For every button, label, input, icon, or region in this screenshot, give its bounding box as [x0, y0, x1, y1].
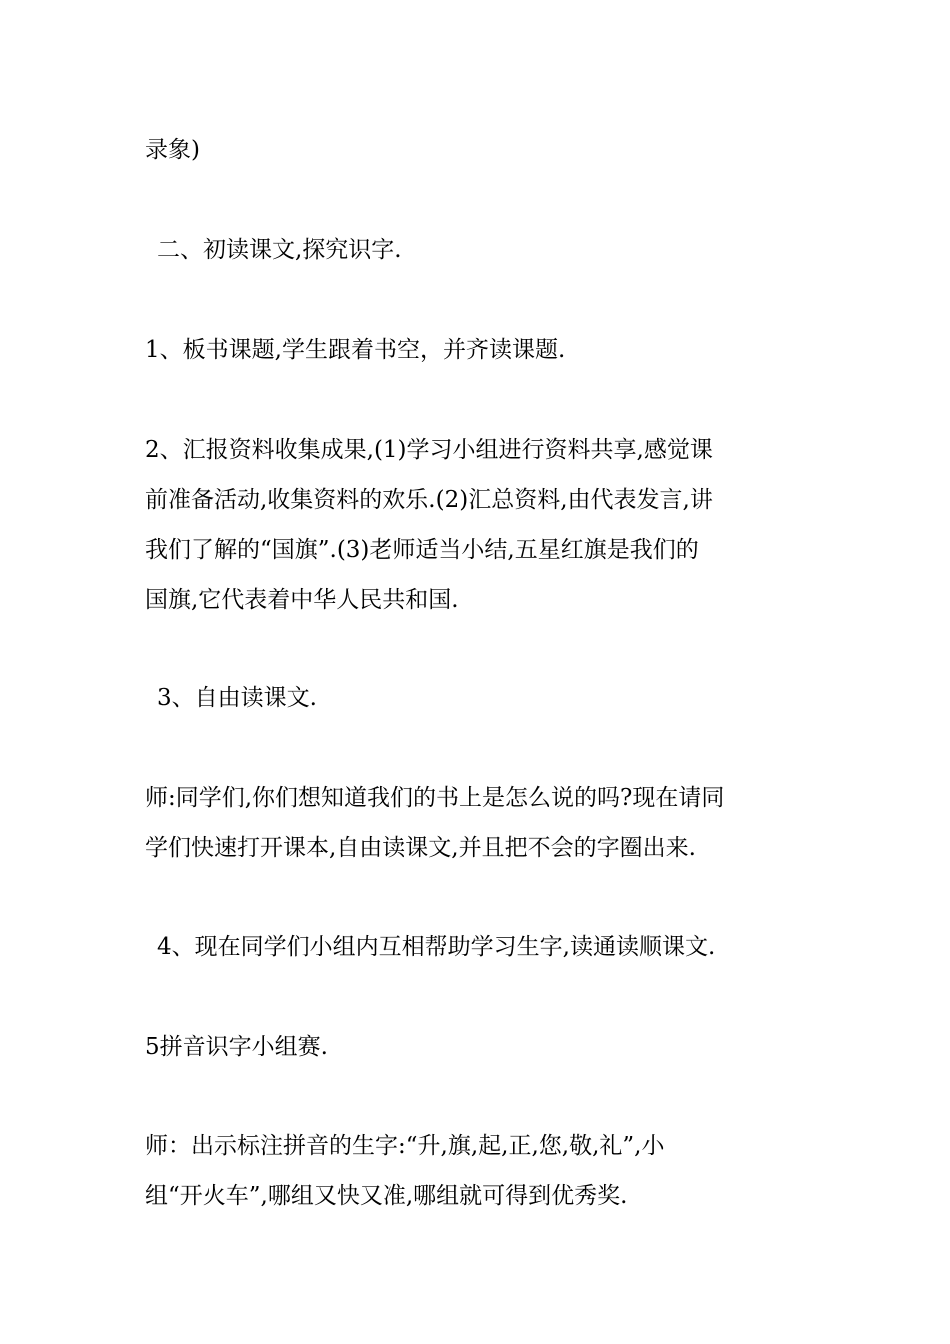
paragraph-3 [145, 325, 815, 375]
paragraph-4 [145, 425, 815, 625]
section-heading [157, 225, 827, 275]
paragraph-line: 录象) [145, 137, 200, 163]
paragraph-line: 2、汇报资料收集成果,(1)学习小组进行资料共享,感觉课 [145, 437, 713, 463]
paragraph-line: 我们了解的“国旗”.(3)老师适当小结,五星红旗是我们的 [145, 537, 699, 563]
paragraph-8 [145, 1022, 815, 1072]
paragraph-line: 师:同学们,你们想知道我们的书上是怎么说的吗?现在请同 [145, 785, 725, 811]
paragraph-line: 3、自由读课文. [157, 685, 317, 711]
paragraph-5 [157, 673, 827, 723]
paragraph-line: 二、初读课文,探究识字. [157, 237, 402, 263]
paragraph-line: 1、板书课题,学生跟着书空，并齐读课题. [145, 337, 566, 363]
paragraph-line: 师：出示标注拼音的生字:“升,旗,起,正,您,敬,礼”,小 [145, 1133, 665, 1159]
paragraph-6 [145, 773, 815, 873]
paragraph-line: 前准备活动,收集资料的欢乐.(2)汇总资料,由代表发言,讲 [145, 487, 713, 513]
paragraph-line: 组“开火车”,哪组又快又准,哪组就可得到优秀奖. [145, 1183, 628, 1209]
paragraph-1 [145, 125, 815, 175]
paragraph-line: 国旗,它代表着中华人民共和国. [145, 587, 459, 613]
paragraph-line: 学们快速打开课本,自由读课文,并且把不会的字圈出来. [145, 835, 696, 861]
paragraph-9 [145, 1121, 815, 1221]
paragraph-line: 5拼音识字小组赛. [145, 1034, 328, 1060]
paragraph-line: 4、现在同学们小组内互相帮助学习生字,读通读顺课文. [157, 934, 716, 960]
paragraph-7 [157, 922, 827, 972]
